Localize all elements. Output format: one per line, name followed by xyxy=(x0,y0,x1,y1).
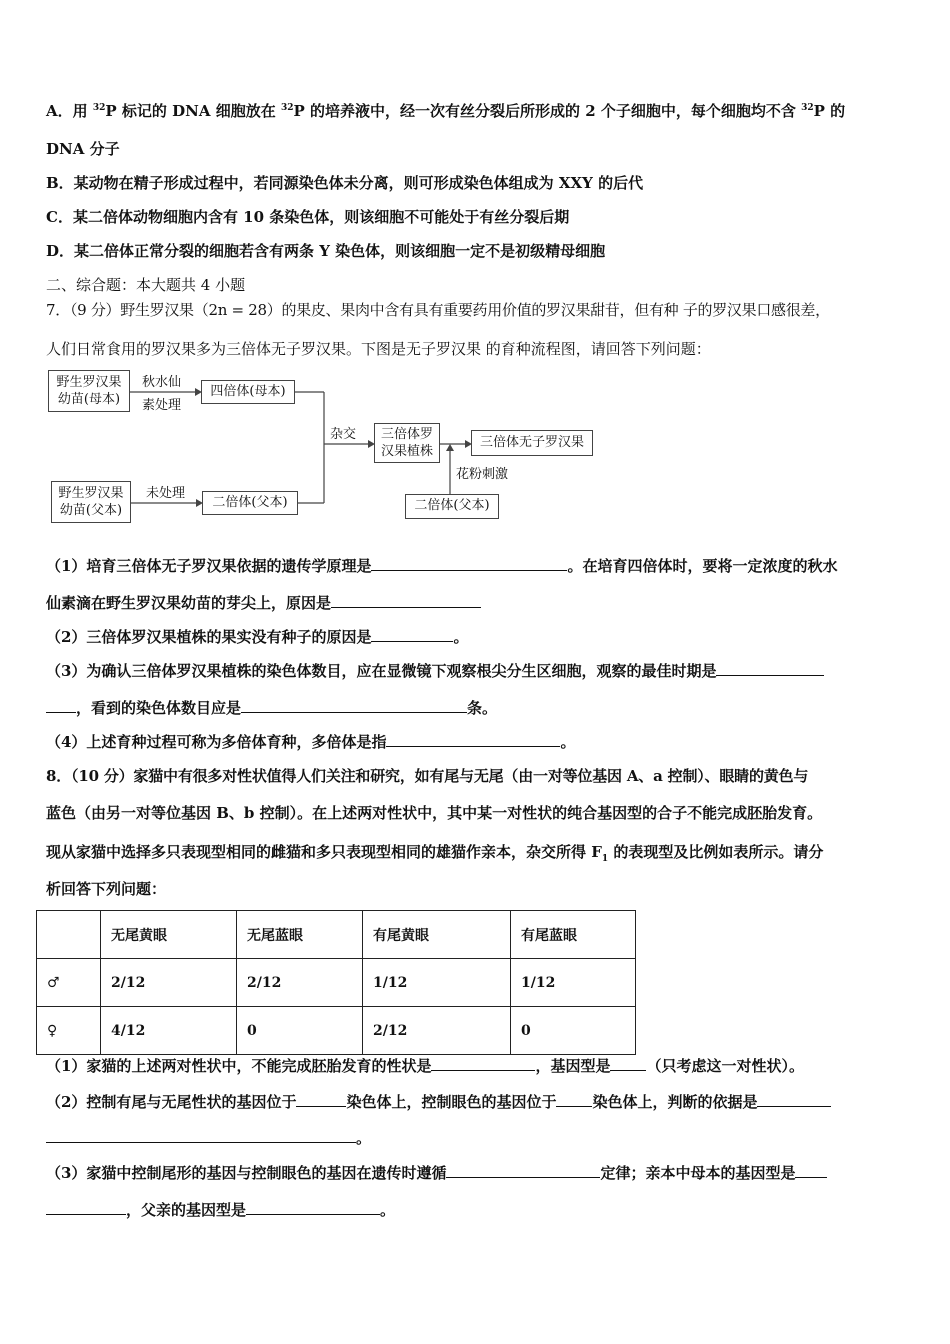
q7-sub2: （2）三倍体罗汉果植株的果实没有种子的原因是 。 xyxy=(46,628,469,646)
triploid-box: 三倍体罗 汉果植株 xyxy=(374,423,440,463)
phenotype-table xyxy=(36,910,636,1055)
table-cell: 1/12 xyxy=(363,959,511,1007)
pollen-label: 花粉刺激 xyxy=(456,467,509,482)
q8-intro-4: 析回答下列问题： xyxy=(46,880,167,898)
table-header-cell xyxy=(37,911,101,959)
blank[interactable] xyxy=(386,732,560,747)
diploid-box: 二倍体(父本) xyxy=(202,491,298,515)
blank[interactable] xyxy=(371,556,567,571)
q7-intro-1: 7．（9 分）野生罗汉果（2n = 28）的果皮、果肉中含有具有重要药用价值的罗汉果甜苷，但有种 子的罗汉果口感很差， xyxy=(46,301,830,319)
colchicine-label-2: 素处理 xyxy=(142,398,182,413)
table-header-cell: 无尾黄眼 xyxy=(101,911,237,959)
table-header-cell: 有尾黄眼 xyxy=(363,911,511,959)
table-cell: ♂ xyxy=(37,959,101,1007)
q8-sub1: （1）家猫的上述两对性状中，不能完成胚胎发育的性状是 ，基因型是 （只考虑这一对性状）。 xyxy=(46,1057,804,1075)
blank[interactable] xyxy=(716,661,824,676)
breeding-flow-diagram xyxy=(0,0,950,540)
table-row xyxy=(37,959,636,1007)
blank[interactable] xyxy=(556,1092,592,1107)
q6-option-c: C．某二倍体动物细胞内含有 10 条染色体，则该细胞不可能处于有丝分裂后期 xyxy=(46,208,570,226)
blank[interactable] xyxy=(757,1092,831,1107)
seedless-box: 三倍体无子罗汉果 xyxy=(471,430,593,456)
table-cell: 0 xyxy=(511,1007,636,1055)
table-header-cell: 有尾蓝眼 xyxy=(511,911,636,959)
q8-sub2-cont: 。 xyxy=(46,1128,371,1148)
table-cell: ♀ xyxy=(37,1007,101,1055)
q8-sub3-cont: ，父亲的基因型是 。 xyxy=(46,1200,395,1220)
table-header-row xyxy=(37,911,636,959)
q6-option-b: B．某动物在精子形成过程中，若同源染色体未分离，则可形成染色体组成为 XXY 的后代 xyxy=(46,174,644,192)
q8-intro-1: 8．（10 分）家猫中有很多对性状值得人们关注和研究，如有尾与无尾（由一对等位基因 A、a 控制）、眼睛的黄色与 xyxy=(46,767,809,785)
table-cell: 2/12 xyxy=(363,1007,511,1055)
diploid-pollen-box: 二倍体(父本) xyxy=(405,494,499,519)
table-cell: 1/12 xyxy=(511,959,636,1007)
blank[interactable] xyxy=(46,1128,356,1143)
q8-intro-2: 蓝色（由另一对等位基因 B、b 控制）。在上述两对性状中，其中某一对性状的纯合基因型的合子不能完成胚胎发育。 xyxy=(46,804,823,822)
q7-sub1: （1）培育三倍体无子罗汉果依据的遗传学原理是 。在培育四倍体时，要将一定浓度的秋水 xyxy=(46,557,838,575)
section-heading: 二、综合题：本大题共 4 小题 xyxy=(46,276,246,294)
colchicine-label-1: 秋水仙 xyxy=(142,375,182,390)
wild-father-box: 野生罗汉果 幼苗(父本) xyxy=(51,481,131,523)
table-header-cell: 无尾蓝眼 xyxy=(237,911,363,959)
hybrid-label: 杂交 xyxy=(330,427,357,442)
q7-sub3-cont: ，看到的染色体数目应是 条。 xyxy=(46,698,497,718)
q6-option-a: A．用 $^{32}$P 标记的 DNA 细胞放在 $^{32}$P 的培养液中，经一次有丝分裂后所形成的 2 个子细胞中，每个细胞均不含 $^{32}$P 的 xyxy=(46,102,846,120)
blank[interactable] xyxy=(46,1200,126,1215)
wild-mother-box: 野生罗汉果 幼苗(母本) xyxy=(48,370,130,412)
table-cell: 2/12 xyxy=(101,959,237,1007)
table-cell: 2/12 xyxy=(237,959,363,1007)
blank[interactable] xyxy=(371,627,453,642)
blank[interactable] xyxy=(610,1056,646,1071)
table-cell: 4/12 xyxy=(101,1007,237,1055)
q7-sub3: （3）为确认三倍体罗汉果植株的染色体数目，应在显微镜下观察根尖分生区细胞，观察的最佳时期是 xyxy=(46,661,824,681)
table-cell: 0 xyxy=(237,1007,363,1055)
q8-sub2: （2）控制有尾与无尾性状的基因位于 染色体上，控制眼色的基因位于 染色体上，判断的依据是 xyxy=(46,1092,831,1112)
blank[interactable] xyxy=(331,593,481,608)
table-row xyxy=(37,1007,636,1055)
q6-option-d: D．某二倍体正常分裂的细胞若含有两条 Y 染色体，则该细胞一定不是初级精母细胞 xyxy=(46,242,606,260)
q7-sub4: （4）上述育种过程可称为多倍体育种，多倍体是指 。 xyxy=(46,733,576,751)
q7-sub1-cont: 仙素滴在野生罗汉果幼苗的芽尖上，原因是 xyxy=(46,593,481,613)
tetraploid-box: 四倍体(母本) xyxy=(201,380,295,404)
untreated-label: 未处理 xyxy=(146,486,186,501)
q8-intro-3: 现从家猫中选择多只表现型相同的雌猫和多只表现型相同的雄猫作亲本，杂交所得 $F_1$ 的表现型及比例如表所示。请分 xyxy=(46,843,824,864)
blank[interactable] xyxy=(795,1163,827,1178)
blank[interactable] xyxy=(431,1056,535,1071)
q6-option-a-cont: DNA 分子 xyxy=(46,140,120,158)
blank[interactable] xyxy=(241,698,467,713)
q8-sub3: （3）家猫中控制尾形的基因与控制眼色的基因在遗传时遵循 定律；亲本中母本的基因型是 xyxy=(46,1163,827,1183)
blank[interactable] xyxy=(246,1200,380,1215)
blank[interactable] xyxy=(46,698,76,713)
blank[interactable] xyxy=(296,1092,346,1107)
q7-intro-2: 人们日常食用的罗汉果多为三倍体无子罗汉果。下图是无子罗汉果 的育种流程图，请回答下列问题： xyxy=(46,340,711,358)
blank[interactable] xyxy=(446,1163,600,1178)
